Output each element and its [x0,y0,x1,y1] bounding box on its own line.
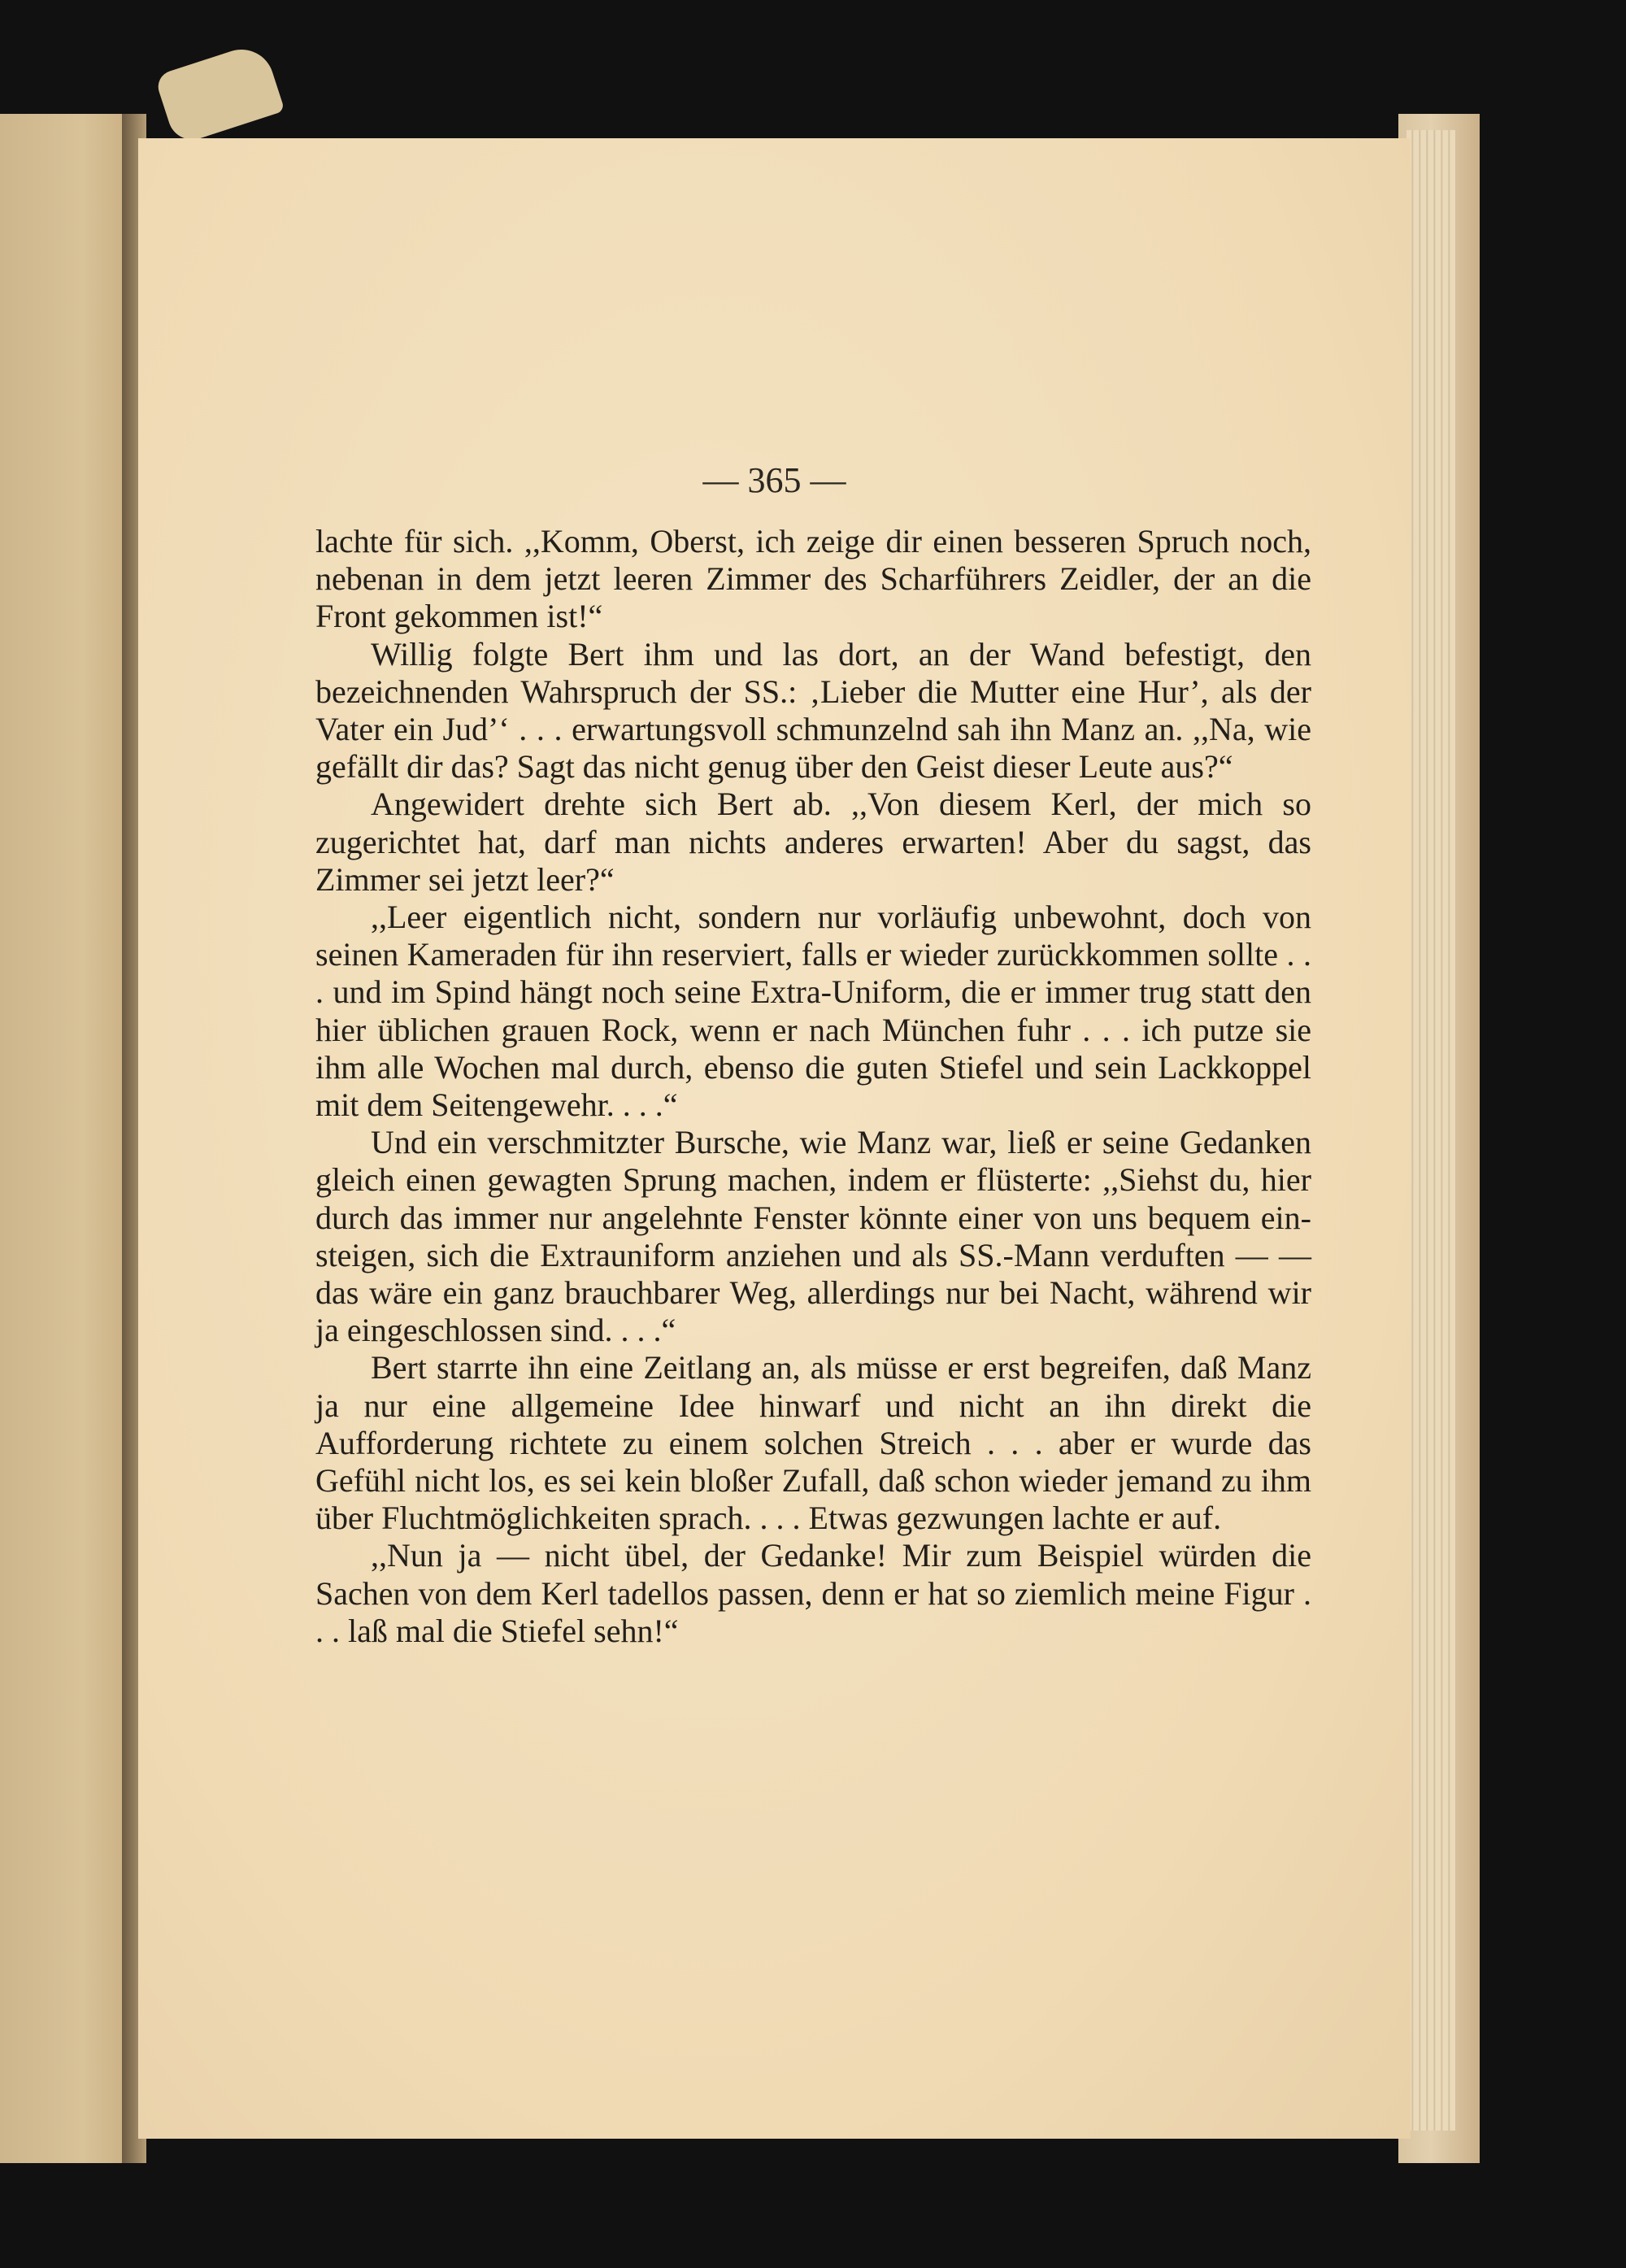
paragraph: ,,Leer eigentlich nicht, sondern nur vorläufig unbewohnt, doch von seinen Kameraden für ihn reserviert, falls er wieder zurückkommen sollte . . . und im Spind hängt noch seine Extra-Uniform, die er immer trug statt den hier üblichen grauen Rock, wenn er nach München fuhr . . . ich putze sie ihm alle Wochen mal durch, ebenso die guten Stiefel und sein Lackkoppel mit dem Seitengewehr. . . .“ [315,899,1311,1124]
page-number: — 365 — [702,460,846,500]
page-text [315,523,1311,1650]
torn-paper-corner [154,41,285,146]
paragraph: Willig folgte Bert ihm und las dort, an der Wand befestigt, den bezeichnenden Wahrspruch der SS.: ‚Lieber die Mutter eine Hur’, als der Vater ein Jud’‘ . . . erwartungsvoll schmunzelnd sah ihn Manz an. ,,Na, wie gefällt dir das? Sagt das nicht genug über den Geist dieser Leute aus?“ [315,635,1311,786]
book-page [138,138,1411,2139]
paragraph: Und ein verschmitzter Bursche, wie Manz war, ließ er seine Gedanken gleich einen gewagten Sprung machen, indem er flüsterte: ,,Siehst du, hier durch das immer nur angelehnte Fenster könnte einer von uns bequem einsteigen, sich die Extrauniform anziehen und als SS.-Mann verduften — — das wäre ein ganz brauchbarer Weg, allerdings nur bei Nacht, während wir ja eingeschlossen sind. . . .“ [315,1124,1311,1349]
paragraph: Bert starrte ihn eine Zeitlang an, als müsse er erst begreifen, daß Manz ja nur eine allgemeine Idee hinwarf und nicht an ihn direkt die Aufforderung richtete zu einem solchen Streich . . . aber er wurde das Gefühl nicht los, es sei kein bloßer Zufall, daß schon wieder jemand zu ihm über Fluchtmöglichkeiten sprach. . . . Etwas gezwungen lachte er auf. [315,1349,1311,1537]
page-stack-edge [1406,130,1455,2131]
paragraph: ,,Nun ja — nicht übel, der Gedanke! Mir zum Beispiel würden die Sachen von dem Kerl tadellos passen, denn er hat so ziemlich meine Figur . . . laß mal die Stiefel sehn!“ [315,1537,1311,1649]
previous-page-edge [0,114,138,2163]
paragraph: lachte für sich. ,,Komm, Oberst, ich zeige dir einen besseren Spruch noch, nebenan in dem jetzt leeren Zimmer des Scharführers Zeidler, der an die Front gekommen ist!“ [315,523,1311,635]
paragraph: Angewidert drehte sich Bert ab. ,,Von diesem Kerl, der mich so zugerichtet hat, darf man nichts anderes erwarten! Aber du sagst, das Zimmer sei jetzt leer?“ [315,786,1311,898]
